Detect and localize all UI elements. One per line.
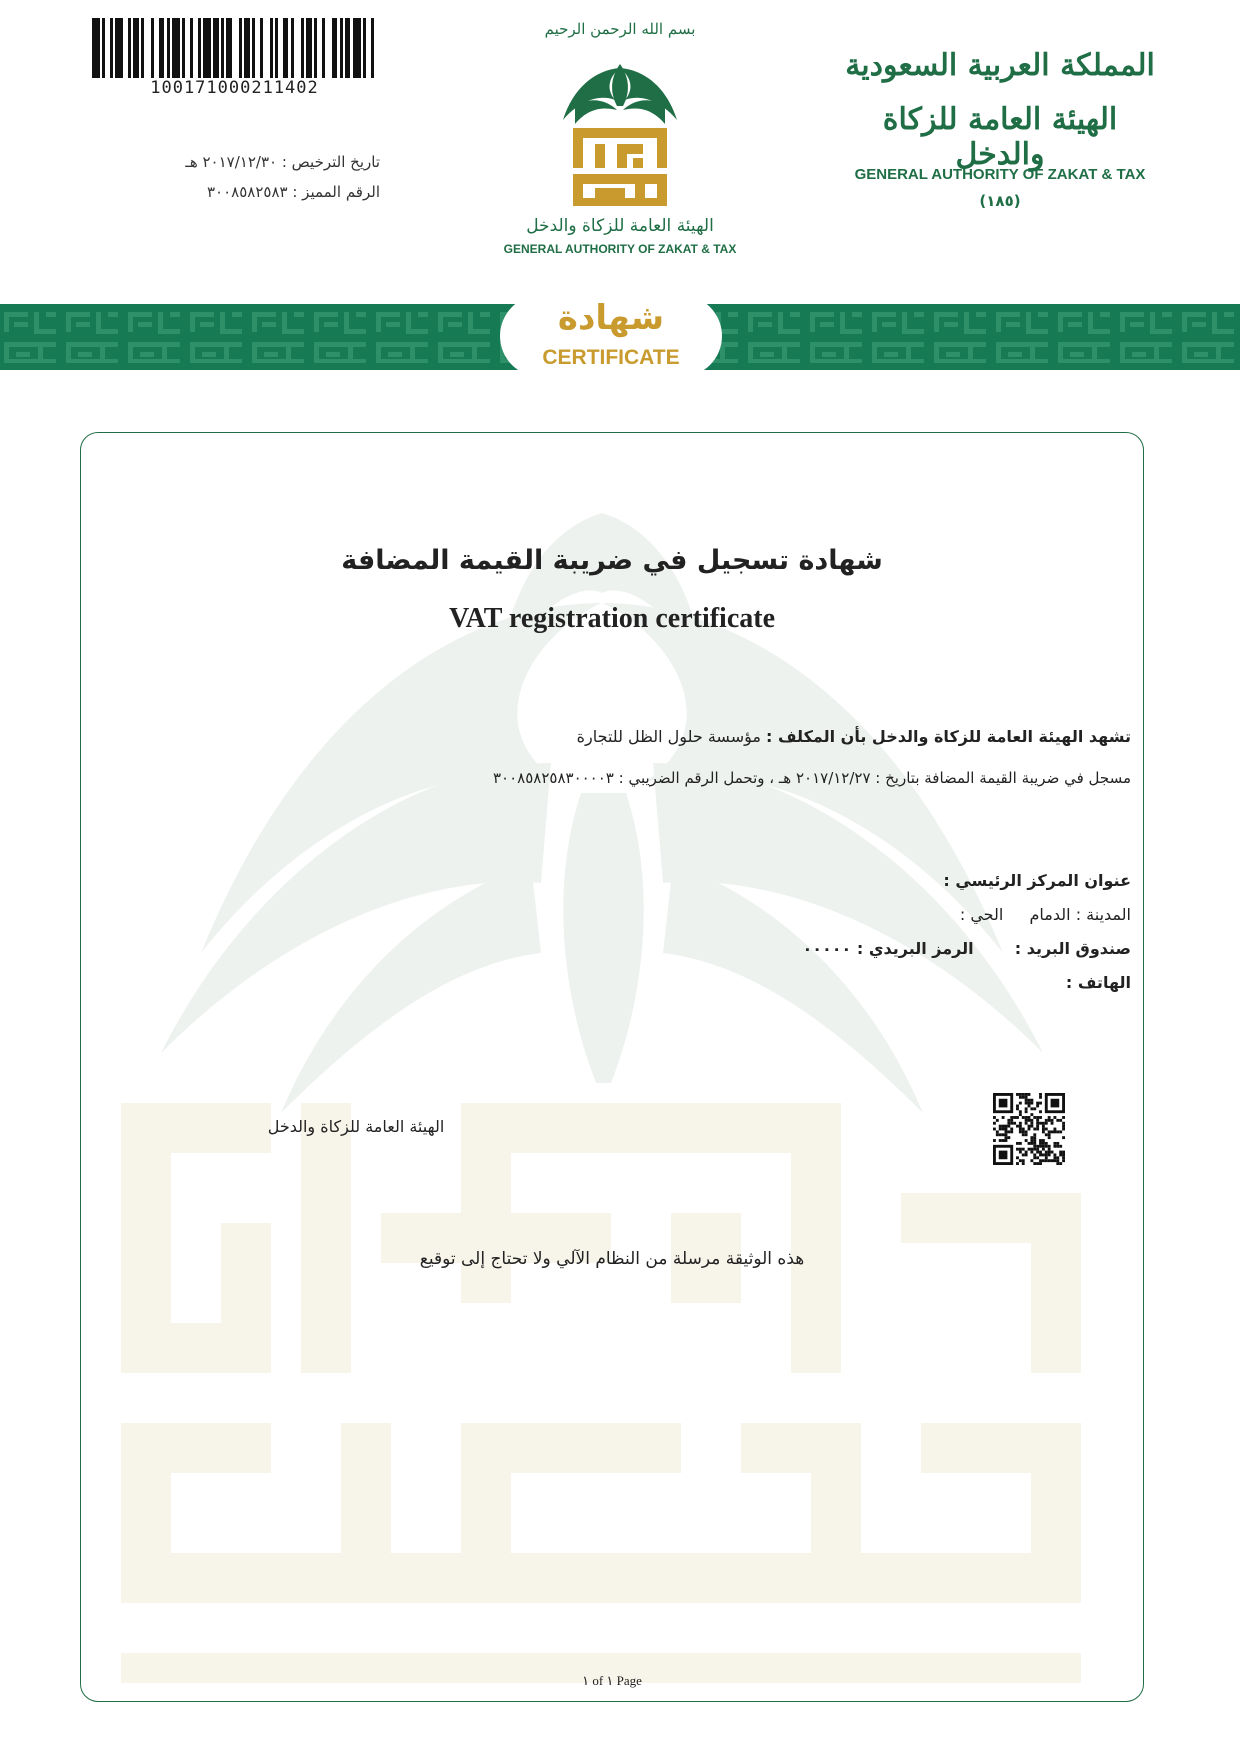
- postal-line: [231, 939, 1131, 958]
- taxpayer-name: مؤسسة حلول الظل للتجارة: [576, 727, 761, 746]
- page-indicator: ١ of ١ Page: [582, 1673, 642, 1688]
- unique-number-line: [90, 183, 380, 201]
- authority-header-block: [840, 40, 1160, 220]
- postal-code-label: الرمز البريدي :: [856, 939, 974, 958]
- barcode-bars: [92, 18, 377, 80]
- authority-code: (١٨٥): [979, 192, 1021, 210]
- qr-code-icon: [993, 1093, 1065, 1165]
- postal-code-value: ٠٠٠٠٠: [802, 939, 852, 958]
- taxpayer-line: [231, 727, 1131, 746]
- center-authority-name-en: GENERAL AUTHORITY OF ZAKAT & TAX: [503, 242, 737, 256]
- authority-name-ar: الهيئة العامة للزكاة والدخل: [882, 102, 1118, 172]
- address-heading: عنوان المركز الرئيسي :: [943, 871, 1131, 890]
- phone-label: الهاتف :: [1065, 973, 1131, 992]
- certificate-title-en: VAT registration certificate: [448, 603, 776, 634]
- basmala: بسم الله الرحمن الرحيم: [544, 20, 696, 38]
- district-label: الحي :: [959, 905, 1004, 924]
- registration-line: مسجل في ضريبة القيمة المضافة بتاريخ : ٢٠١٧/١٢/٢٧ هـ ، وتحمل الرقم الضريبي : ٣٠٠٨٥٨٢٥٨٣٠٠٠٠٣: [493, 769, 1131, 787]
- city-line: [231, 905, 1131, 924]
- unique-number-value: ٣٠٠٨٥٨٢٥٨٣: [206, 183, 288, 201]
- license-date-value: ٢٠١٧/١٢/٣٠ هـ: [185, 153, 278, 171]
- auto-generated-note: هذه الوثيقة مرسلة من النظام الآلي ولا تحتاج إلى توقيع: [419, 1249, 805, 1269]
- certificate-title-ar: شهادة تسجيل في ضريبة القيمة المضافة: [341, 545, 883, 576]
- kingdom-name-ar: المملكة العربية السعودية: [845, 48, 1155, 83]
- certificate-label-ar: شهادة: [557, 298, 665, 338]
- center-authority-name-ar: الهيئة العامة للزكاة والدخل: [526, 216, 714, 236]
- palm-logo-icon: [555, 58, 685, 208]
- certifies-label: تشهد الهيئة العامة للزكاة والدخل بأن المكلف :: [766, 727, 1131, 746]
- city-value: الدمام: [1029, 905, 1071, 924]
- barcode-number: 100171000211402: [92, 78, 377, 98]
- certificate-label-en: CERTIFICATE: [542, 346, 680, 369]
- barcode: [92, 18, 377, 98]
- certificate-body: [80, 432, 1144, 1702]
- license-date-line: [90, 153, 380, 171]
- issuer-name: الهيئة العامة للزكاة والدخل: [267, 1117, 445, 1136]
- zakat-logo-block: [470, 20, 770, 260]
- unique-number-label: الرقم المميز :: [292, 183, 380, 201]
- po-box-label: صندوق البريد :: [1014, 939, 1131, 958]
- authority-name-en: GENERAL AUTHORITY OF ZAKAT & TAX: [854, 166, 1146, 183]
- city-label: المدينة :: [1075, 905, 1131, 924]
- license-date-label: تاريخ الترخيص :: [281, 153, 380, 171]
